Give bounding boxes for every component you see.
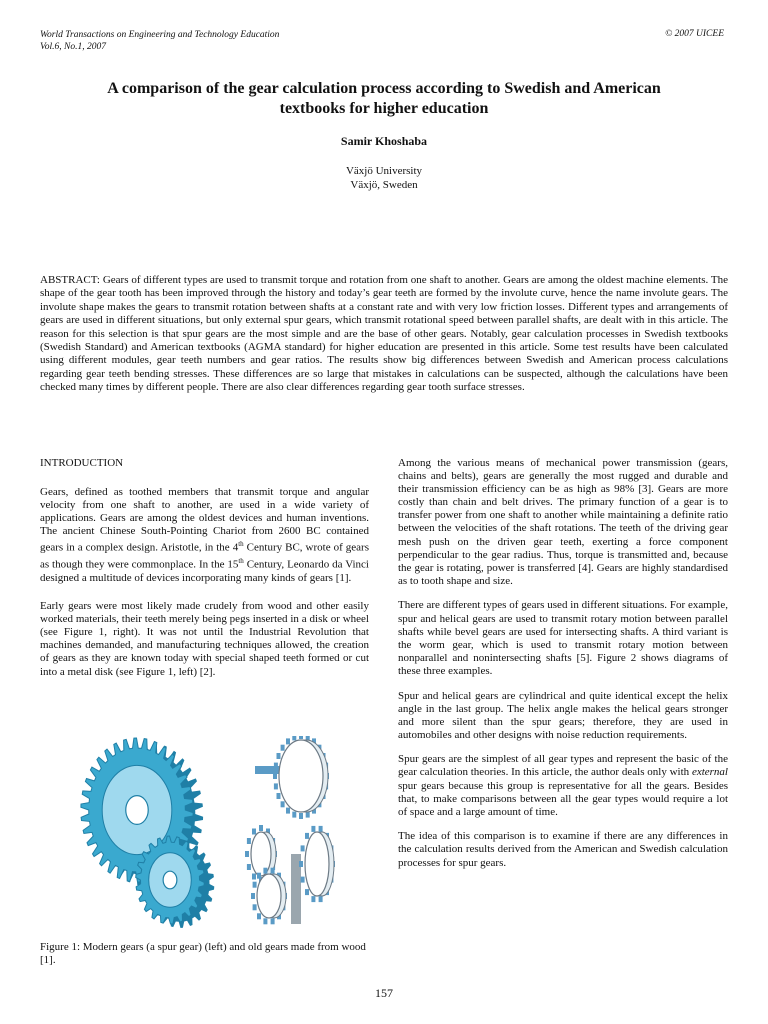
- right-column: [398, 457, 728, 881]
- journal-header: [40, 29, 279, 53]
- title-line-1: A comparison of the gear calculation process according to Swedish and American: [107, 80, 661, 97]
- journal-volume: Vol.6, No.1, 2007: [40, 42, 106, 52]
- figure-1: [55, 736, 355, 930]
- lower-peg-wheel-icon: [251, 868, 287, 925]
- emphasis-external: external: [691, 766, 728, 779]
- page-number: 157: [375, 986, 393, 1000]
- title-line-2: textbooks for higher education: [279, 100, 489, 117]
- modern-spur-gears-icon: [81, 738, 214, 928]
- journal-name: World Transactions on Engineering and Technology Education: [40, 30, 280, 40]
- left-column: [40, 457, 369, 690]
- right-p4-text-a: Spur gears are the simplest of all gear types and represent the basic of the gear calculation theories. In this article, the author deals only with: [398, 753, 728, 779]
- right-paragraph-1: Among the various means of mechanical power transmission (gears, chains and belts), gears are generally the most rugged and durable and their transmission efficiency can be as high as 98% [3]. Gears are more costly than chain and belt drives. The primary function of a gear is to transfer power from one shaft to another while maintaining a definite ratio between the velocities of the shaft rotations. The teeth of the driving gear mesh push on the driven gear teeth, exerting a force component perpendicular to the gear radius. Thus, torque is transmitted and, because the gear is rotating, power is transferred [4]. Gears are highly standardised as to tooth shape and size.: [398, 457, 728, 587]
- figure-1-illustration: [55, 736, 355, 930]
- author-name: Samir Khoshaba: [340, 134, 428, 148]
- superscript-th: th: [238, 557, 244, 566]
- right-paragraph-3: Spur and helical gears are cylindrical and quite identical except the helix angle in the last group. The helix angle makes the helical gears stronger and more silent than the spur gears; therefore, they are used in automobiles and other designs with noise reduction requirements.: [398, 689, 728, 741]
- superscript-th: th: [238, 540, 244, 549]
- affiliation: [40, 164, 728, 192]
- abstract: ABSTRACT: Gears of different types are used to transmit torque and rotation from one shaft to another. Gears are among the oldest machine elements. The shape of the gear tooth has been improved through the history and today’s gear teeth are formed by the involute curve, hence the name involute gears. The involute shape makes the gears to transmit rotation between shafts at a constant rate and with very low friction losses. Different types and arrangements of gears are used in different situations, but only external spur gears, which transmit rotational speed between parallel shafts, are dealt with in this article. The reason for this selection is that spur gears are the most simple and are the base of other gears. Notably, gear calculation processes in Swedish textbooks (Swedish Standard) and American textbooks (AGMA standard) for higher education are presented in this article. Some test results have been calculated using different modules, gear teeth numbers and gear ratios. The results show big differences between Swedish and American process calculations regarding gear teeth bending stresses. These differences are so large that mistakes in calculations can be suspected, although the calculations have been checked many times by different people. There are also clear differences regarding gear tooth surface stresses.: [40, 274, 728, 394]
- right-peg-wheel-icon: [299, 826, 335, 902]
- right-paragraph-2: There are different types of gears used in different situations. For example, spur and helical gears are used to transmit rotary motion between parallel shafts while bevel gears are used for intersecting shafts. A third variant is the worm gear, which is used to transmit rotary motion between nonparallel and nonintersecting shafts [5]. Figure 2 shows diagrams of these three examples.: [398, 599, 728, 677]
- intro-paragraph-1: [40, 486, 369, 585]
- upper-peg-wheel-icon: [273, 736, 329, 819]
- right-paragraph-5: The idea of this comparison is to examine if there are any differences in the calculation results derived from the American and Swedish calculation processes for spur gears.: [398, 830, 728, 869]
- figure-1-caption: Figure 1: Modern gears (a spur gear) (left) and old gears made from wood [1].: [40, 941, 366, 967]
- affiliation-location: Växjö, Sweden: [350, 179, 418, 191]
- affiliation-university: Växjö University: [345, 165, 423, 177]
- intro-paragraph-2: Early gears were most likely made crudely from wood and other easily worked materials, their teeth merely being pegs inserted in a disk or wheel (see Figure 1, right). It was not until the Industrial Revolution that machines demanded, and manufacturing techniques allowed, the creation of gears as they are known today with special shaped teeth formed or cut into a metal disk (see Figure 1, left) [2].: [40, 600, 369, 678]
- section-heading-introduction: INTRODUCTION: [40, 457, 124, 469]
- copyright-notice: © 2007 UICEE: [665, 29, 724, 39]
- wooden-peg-gears-icon: [245, 736, 335, 924]
- intro-p1-text-a: Gears, defined as toothed members that transmit torque and angular velocity from one shaft to another, are used in a wide variety of applications. Gears are among the oldest devices and human inventions. The ancient Chinese South-Pointing Chariot from 2600 BC contained gears in a complex design. Aristotle, in the 4: [40, 486, 369, 555]
- paper-title: [40, 79, 728, 119]
- intro-p1-text-b: Century BC, wrote of gears as though they were commonplace. In the 15: [40, 542, 369, 571]
- right-paragraph-4: [398, 753, 728, 818]
- right-p4-text-b: spur gears because this group is representative for all the gears. Besides that, to make comparisons between all the gear types would require a lot of space and a large amount of time.: [398, 779, 728, 818]
- intro-p1-text-c: Century, Leonardo da Vinci designed a multitude of devices incorporating many kinds of gears [1].: [40, 558, 369, 584]
